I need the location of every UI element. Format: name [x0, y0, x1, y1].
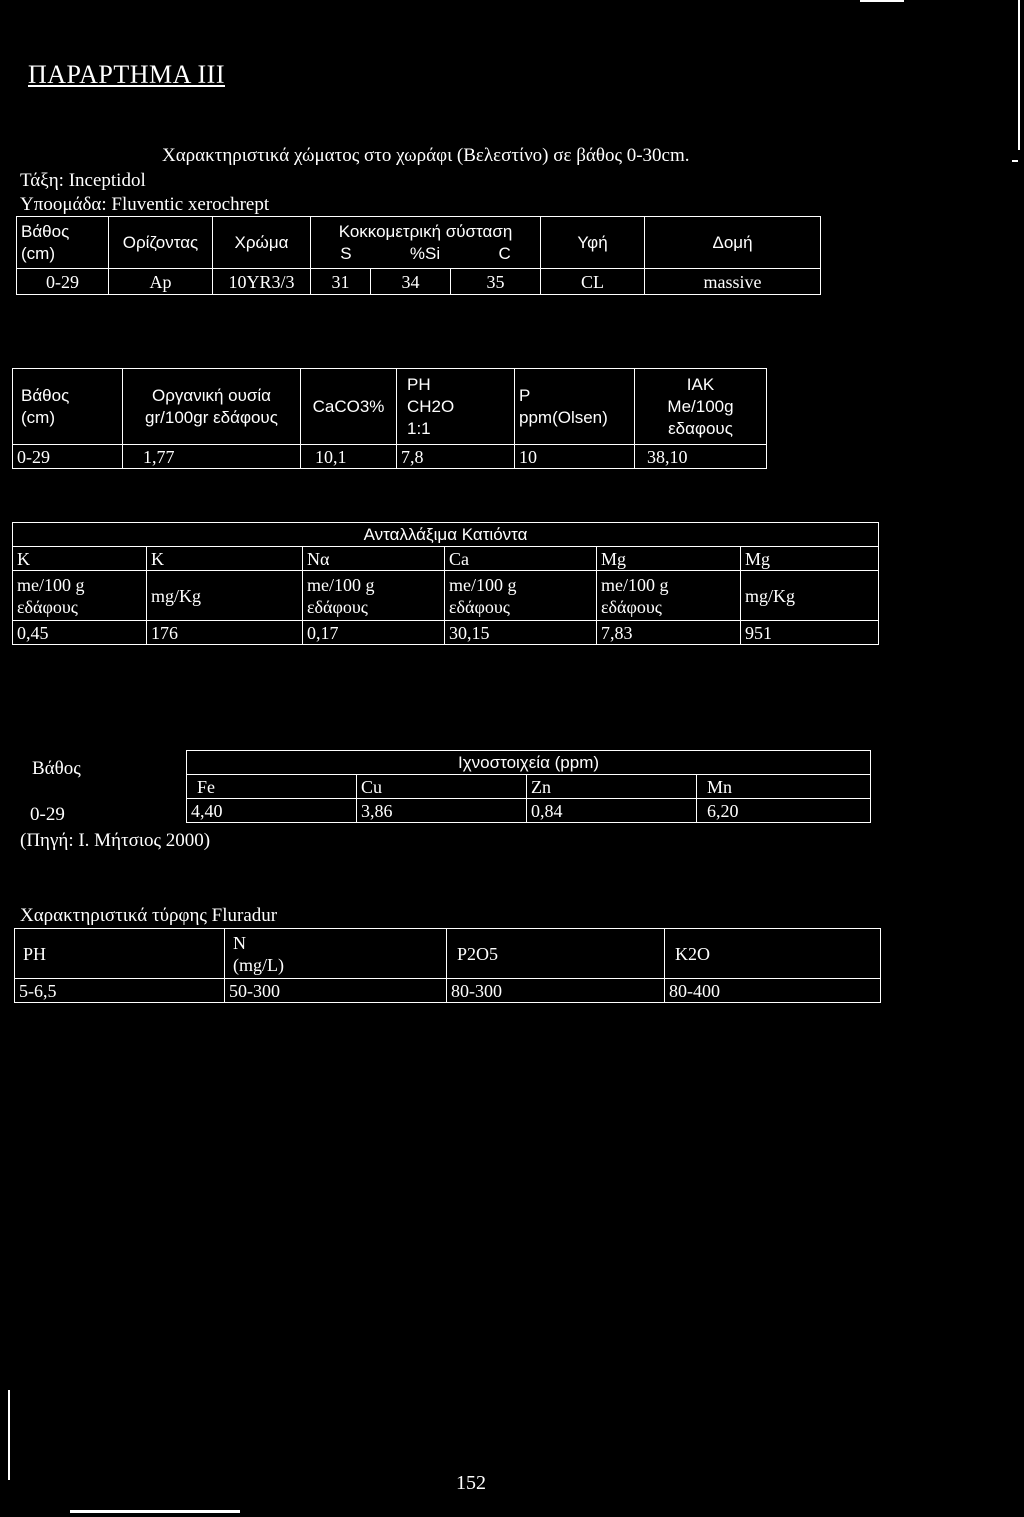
trace-depth-label: Βάθος: [32, 758, 81, 779]
trace-elements-table: [186, 750, 871, 823]
page-number: 152: [456, 1472, 486, 1494]
cell-si: 34: [371, 269, 451, 295]
element-cell: K: [147, 547, 303, 571]
value-cell: 951: [741, 621, 879, 645]
cell-s: 31: [311, 269, 371, 295]
scan-edge-mark: [1012, 160, 1018, 162]
unit-cell: mg/Kg: [741, 571, 879, 621]
header-ph: PH: [15, 929, 225, 979]
cell-color: 10YR3/3: [213, 269, 311, 295]
element-cell: Zn: [527, 775, 697, 799]
value-cell: 176: [147, 621, 303, 645]
header-organic-matter: Οργανική ουσία gr/100gr εδάφους: [123, 369, 301, 445]
header-caco3: CaCO3%: [301, 369, 397, 445]
header-nitrogen: N (mg/L): [225, 929, 447, 979]
element-cell: Mg: [741, 547, 879, 571]
value-row: [13, 621, 879, 645]
header-color: Χρώμα: [213, 217, 311, 269]
scan-edge-mark: [860, 0, 904, 2]
header-horizon: Ορίζοντας: [109, 217, 213, 269]
peat-caption: Χαρακτηριστικά τύρφης Fluradur: [20, 905, 278, 926]
unit-cell: me/100 g εδάφους: [597, 571, 741, 621]
trace-value-row: [187, 799, 871, 823]
soil-texture-table: [16, 216, 821, 295]
cell-k2o: 80-400: [665, 979, 881, 1003]
value-cell: 4,40: [187, 799, 357, 823]
unit-cell: me/100 g εδάφους: [445, 571, 597, 621]
cell-texture: CL: [541, 269, 645, 295]
trace-element-row: [187, 775, 871, 799]
trace-source: (Πηγή: Ι. Μήτσιος 2000): [20, 830, 211, 851]
soil-chemistry-table: [12, 368, 767, 469]
element-cell: Cu: [357, 775, 527, 799]
appendix-heading: ΠΑΡΑΡΤΗΜΑ ΙΙΙ: [28, 60, 225, 89]
element-cell: Mn: [697, 775, 871, 799]
header-texture: Υφή: [541, 217, 645, 269]
cell-ph: 7,8: [397, 445, 515, 469]
header-depth: Βάθος (cm): [17, 217, 109, 269]
cell-horizon: Ap: [109, 269, 213, 295]
element-cell: Mg: [597, 547, 741, 571]
trace-depth-value: 0-29: [30, 804, 65, 825]
header-ph: PH CH2O 1:1: [397, 369, 515, 445]
peat-properties-table: [14, 928, 881, 1003]
header-cec: ΙΑΚ Me/100g εδαφους: [635, 369, 767, 445]
header-depth: Βάθος (cm): [13, 369, 123, 445]
header-texture-composition: Κοκκομετρική σύσταση S %Si C: [311, 217, 541, 269]
cell-cec: 38,10: [635, 445, 767, 469]
cell-organic-matter: 1,77: [123, 445, 301, 469]
header-s: S: [340, 243, 352, 263]
value-cell: 0,84: [527, 799, 697, 823]
scan-edge-mark: [70, 1510, 240, 1513]
header-p2o5: P2O5: [447, 929, 665, 979]
cell-depth: 0-29: [13, 445, 123, 469]
cell-ph: 5-6,5: [15, 979, 225, 1003]
soil-caption: Χαρακτηριστικά χώματος στο χωράφι (Βελεστίνο) σε βάθος 0-30cm.: [162, 145, 690, 166]
value-cell: 0,17: [303, 621, 445, 645]
cell-caco3: 10,1: [301, 445, 397, 469]
element-row: [13, 547, 879, 571]
value-cell: 6,20: [697, 799, 871, 823]
cell-depth: 0-29: [17, 269, 109, 295]
element-cell: Fe: [187, 775, 357, 799]
value-cell: 0,45: [13, 621, 147, 645]
value-cell: 7,83: [597, 621, 741, 645]
cell-p: 10: [515, 445, 635, 469]
unit-row: [13, 571, 879, 621]
header-structure: Δομή: [645, 217, 821, 269]
soil-class: Τάξη: Inceptidol: [20, 170, 146, 191]
cations-title: Ανταλλάξιμα Κατιόντα: [13, 523, 879, 547]
header-phosphorus: P ppm(Olsen): [515, 369, 635, 445]
cell-p2o5: 80-300: [447, 979, 665, 1003]
exchangeable-cations-table: [12, 522, 879, 645]
cell-structure: massive: [645, 269, 821, 295]
element-cell: K: [13, 547, 147, 571]
unit-cell: mg/Kg: [147, 571, 303, 621]
element-cell: Ca: [445, 547, 597, 571]
header-k2o: K2O: [665, 929, 881, 979]
cell-c: 35: [451, 269, 541, 295]
element-cell: Nα: [303, 547, 445, 571]
scan-edge-mark: [8, 1390, 10, 1480]
header-c: C: [498, 243, 511, 263]
soil-subclass: Υποομάδα: Fluventic xerochrept: [20, 194, 270, 215]
value-cell: 3,86: [357, 799, 527, 823]
scan-edge-mark: [1018, 0, 1020, 150]
unit-cell: me/100 g εδάφους: [303, 571, 445, 621]
trace-title: Ιχνοστοιχεία (ppm): [187, 751, 871, 775]
value-cell: 30,15: [445, 621, 597, 645]
unit-cell: me/100 g εδάφους: [13, 571, 147, 621]
cell-nitrogen: 50-300: [225, 979, 447, 1003]
header-si: %Si: [409, 243, 441, 263]
